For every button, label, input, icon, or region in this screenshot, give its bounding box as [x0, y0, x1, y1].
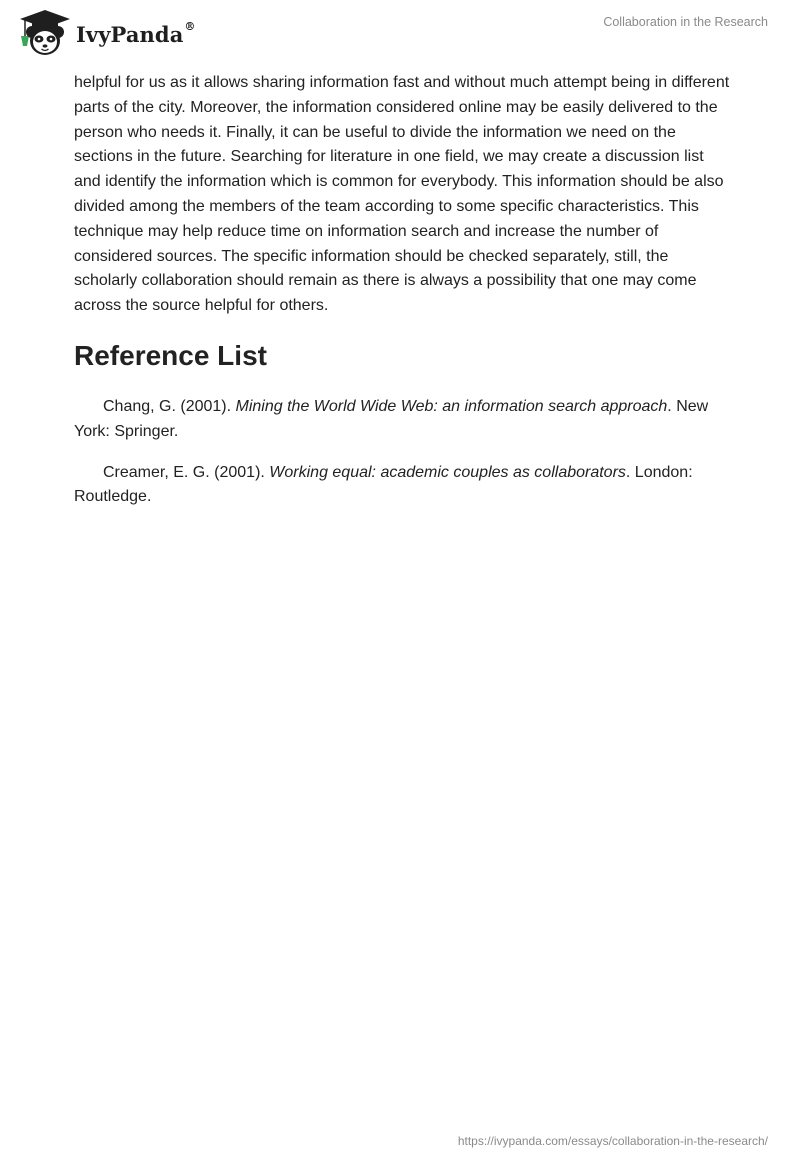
page-header — [0, 0, 800, 62]
reference-item — [74, 395, 734, 445]
brand-logo[interactable] — [16, 8, 196, 58]
reference-title: Working equal: academic couples as collaborators — [269, 463, 626, 481]
panda-graduate-icon — [16, 8, 74, 58]
reference-title: Mining the World Wide Web: an information search approach — [235, 397, 668, 415]
body-paragraph: helpful for us as it allows sharing information fast and without much attempt being in different parts of the city. Moreover, the information considered online may be easily delivered to the person who needs it. Finally, it can be useful to divide the information we need on the sections in the future. Searching for literature in one field, we may create a discussion list and identify the information which is common for everybody. This information should be also divided among the members of the team according to some specific characteristics. This technique may help reduce time on information search and increase the number of considered sources. The specific information should be checked separately, still, the scholarly collaboration should remain as there is always a possibility that one may come across the source helpful for others. — [74, 74, 730, 315]
reference-item — [74, 461, 734, 511]
reference-publisher: . London: Routledge. — [74, 463, 693, 506]
registered-mark: ® — [184, 19, 196, 33]
document-title: Collaboration in the Research — [603, 15, 768, 29]
document-body — [74, 71, 734, 510]
brand-name: IvyPanda® — [76, 19, 196, 47]
reference-author-year: Creamer, E. G. (2001). — [103, 463, 270, 481]
reference-publisher: . New York: Springer. — [74, 397, 709, 440]
source-url-link[interactable]: https://ivypanda.com/essays/collaboration-in-the-research/ — [457, 1134, 768, 1148]
reference-list-heading: Reference List — [74, 339, 267, 371]
reference-author-year: Chang, G. (2001). — [103, 397, 236, 415]
